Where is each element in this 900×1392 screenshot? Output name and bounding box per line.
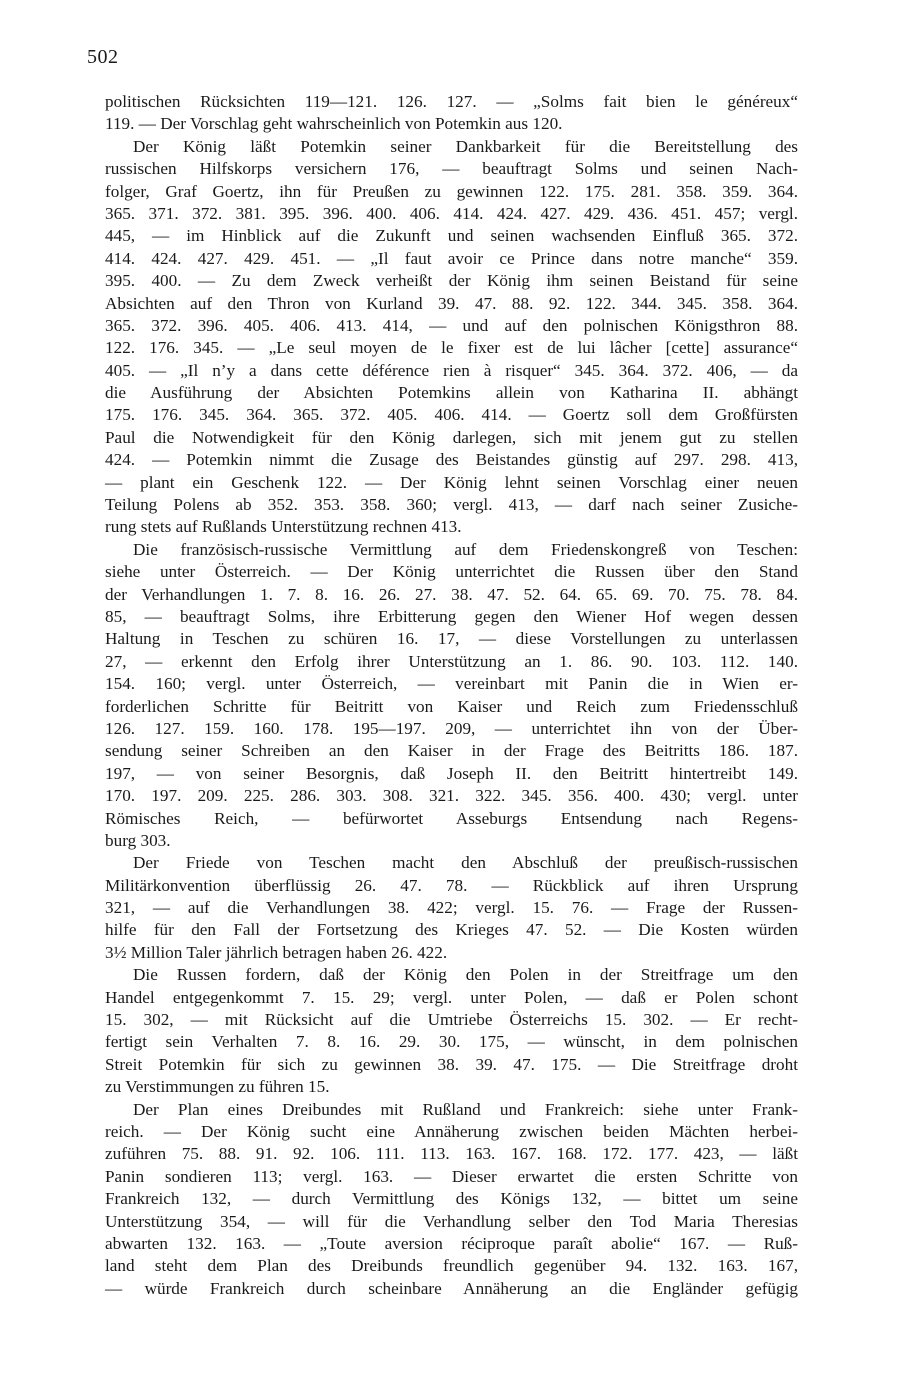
text-line: Unterstützung 354, — will für die Verhandlung selber den Tod Maria Theresias bbox=[105, 1211, 798, 1231]
text-line: Paul die Notwendigkeit für den König darlegen, sich mit jenem gut zu stellen bbox=[105, 427, 798, 447]
text-line: 405. — „Il n’y a dans cette déférence rien à risquer“ 345. 364. 372. 406, — da bbox=[105, 360, 798, 380]
text-line: 175. 176. 345. 364. 365. 372. 405. 406. 414. — Goertz soll dem Großfürsten bbox=[105, 405, 798, 425]
text-line: sendung seiner Schreiben an den Kaiser in der Frage des Beitritts 186. 187. bbox=[105, 741, 798, 761]
page-number: 502 bbox=[87, 46, 119, 68]
text-line: Teilung Polens ab 352. 353. 358. 360; vergl. 413, — darf nach seiner Zusiche- bbox=[105, 495, 798, 515]
text-line: reich. — Der König sucht eine Annäherung zwischen beiden Mächten herbei- bbox=[105, 1121, 798, 1141]
text-line: 365. 371. 372. 381. 395. 396. 400. 406. 414. 424. 427. 429. 436. 451. 457; vergl. bbox=[105, 203, 798, 223]
text-line: 122. 176. 345. — „Le seul moyen de le fixer est de lui lâcher [cette] assurance“ bbox=[105, 338, 798, 358]
text-line: fertigt sein Verhalten 7. 8. 16. 29. 30. 175, — wünscht, in dem polnischen bbox=[105, 1032, 798, 1052]
text-line: 424. — Potemkin nimmt die Zusage des Beistandes günstig auf 297. 298. 413, bbox=[105, 450, 798, 470]
text-line: folger, Graf Goertz, ihn für Preußen zu gewinnen 122. 175. 281. 358. 359. 364. bbox=[105, 181, 798, 201]
text-line: Frankreich 132, — durch Vermittlung des Königs 132, — bittet um seine bbox=[105, 1189, 798, 1209]
text-line: 197, — von seiner Besorgnis, daß Joseph II. den Beitritt hintertreibt 149. bbox=[105, 763, 798, 783]
text-line: Der König läßt Potemkin seiner Dankbarkeit für die Bereitstellung des bbox=[133, 136, 798, 156]
text-line: 126. 127. 159. 160. 178. 195—197. 209, — unterrichtet ihn von der Über- bbox=[105, 718, 798, 738]
text-line: 414. 424. 427. 429. 451. — „Il faut avoir ce Prince dans notre manche“ 359. bbox=[105, 248, 798, 268]
text-line: Römisches Reich, — befürwortet Asseburgs Entsendung nach Regens- bbox=[105, 808, 798, 828]
text-line: 170. 197. 209. 225. 286. 303. 308. 321. 322. 345. 356. 400. 430; vergl. unter bbox=[105, 786, 798, 806]
text-line: Der Plan eines Dreibundes mit Rußland und Frankreich: siehe unter Frank- bbox=[133, 1099, 798, 1119]
text-line: 365. 372. 396. 405. 406. 413. 414, — und auf den polnischen Königsthron 88. bbox=[105, 315, 798, 335]
text-line: russischen Hilfskorps versichern 176, — beauftragt Solms und seinen Nach- bbox=[105, 159, 798, 179]
text-line: 15. 302, — mit Rücksicht auf die Umtriebe Österreichs 15. 302. — Er recht- bbox=[105, 1010, 798, 1030]
text-line: der Verhandlungen 1. 7. 8. 16. 26. 27. 38. 47. 52. 64. 65. 69. 70. 75. 78. 84. bbox=[105, 584, 798, 604]
text-line: forderlichen Schritte für Beitritt von Kaiser und Reich zum Friedensschluß bbox=[105, 696, 798, 716]
text-line: siehe unter Österreich. — Der König unterrichtet die Russen über den Stand bbox=[105, 562, 798, 582]
text-line: abwarten 132. 163. — „Toute aversion réciproque paraît abolie“ 167. — Ruß- bbox=[105, 1233, 798, 1253]
text-line: 85, — beauftragt Solms, ihre Erbitterung gegen den Wiener Hof wegen dessen bbox=[105, 606, 798, 626]
text-line: die Ausführung der Absichten Potemkins allein von Katharina II. abhängt bbox=[105, 383, 798, 403]
text-line: politischen Rücksichten 119—121. 126. 127. — „Solms fait bien le généreux“ bbox=[105, 92, 798, 111]
text-line: 27, — erkennt den Erfolg ihrer Unterstützung an 1. 86. 90. 103. 112. 140. bbox=[105, 651, 798, 671]
text-line: rung stets auf Rußlands Unterstützung rechnen 413. bbox=[105, 517, 462, 537]
text-line: Militärkonvention überflüssig 26. 47. 78. — Rückblick auf ihren Ursprung bbox=[105, 875, 798, 895]
text-line: hilfe für den Fall der Fortsetzung des Krieges 47. 52. — Die Kosten würden bbox=[105, 920, 798, 940]
text-line: zu Verstimmungen zu führen 15. bbox=[105, 1077, 330, 1097]
text-line: 395. 400. — Zu dem Zweck verheißt der König ihm seinen Beistand für seine bbox=[105, 271, 798, 291]
text-line: Handel entgegenkommt 7. 15. 29; vergl. unter Polen, — daß er Polen schont bbox=[105, 987, 798, 1007]
text-line: Der Friede von Teschen macht den Abschluß der preußisch-russischen bbox=[133, 853, 798, 873]
text-line: Die französisch-russische Vermittlung auf dem Friedenskongreß von Teschen: bbox=[133, 539, 798, 559]
text-line: — plant ein Geschenk 122. — Der König lehnt seinen Vorschlag einer neuen bbox=[105, 472, 798, 492]
text-line: Panin sondieren 113; vergl. 163. — Dieser erwartet die ersten Schritte von bbox=[105, 1166, 798, 1186]
text-line: 3½ Million Taler jährlich betragen haben 26. 422. bbox=[105, 942, 448, 962]
text-line: Absichten auf den Thron von Kurland 39. 47. 88. 92. 122. 344. 345. 358. 364. bbox=[105, 293, 798, 313]
text-line: 154. 160; vergl. unter Österreich, — vereinbart mit Panin die in Wien er- bbox=[105, 674, 798, 694]
text-line: Die Russen fordern, daß der König den Polen in der Streitfrage um den bbox=[133, 965, 798, 985]
text-line: burg 303. bbox=[105, 830, 171, 850]
text-line: land steht dem Plan des Dreibunds freundlich gegenüber 94. 132. 163. 167, bbox=[105, 1256, 798, 1276]
text-line: 119. — Der Vorschlag geht wahrscheinlich von Potemkin aus 120. bbox=[105, 114, 563, 134]
text-line: — würde Frankreich durch scheinbare Annäherung an die Engländer gefügig bbox=[105, 1278, 798, 1298]
index-text-block bbox=[105, 91, 798, 1300]
text-line: zuführen 75. 88. 91. 92. 106. 111. 113. 163. 167. 168. 172. 177. 423, — läßt bbox=[105, 1144, 798, 1164]
text-line: 445, — im Hinblick auf die Zukunft und seinen wachsenden Einfluß 365. 372. bbox=[105, 226, 798, 246]
text-line: Streit Potemkin für sich zu gewinnen 38. 39. 47. 175. — Die Streitfrage droht bbox=[105, 1054, 798, 1074]
text-line: Haltung in Teschen zu schüren 16. 17, — diese Vorstellungen zu unterlassen bbox=[105, 629, 798, 649]
text-line: 321, — auf die Verhandlungen 38. 422; vergl. 15. 76. — Frage der Russen- bbox=[105, 898, 798, 918]
